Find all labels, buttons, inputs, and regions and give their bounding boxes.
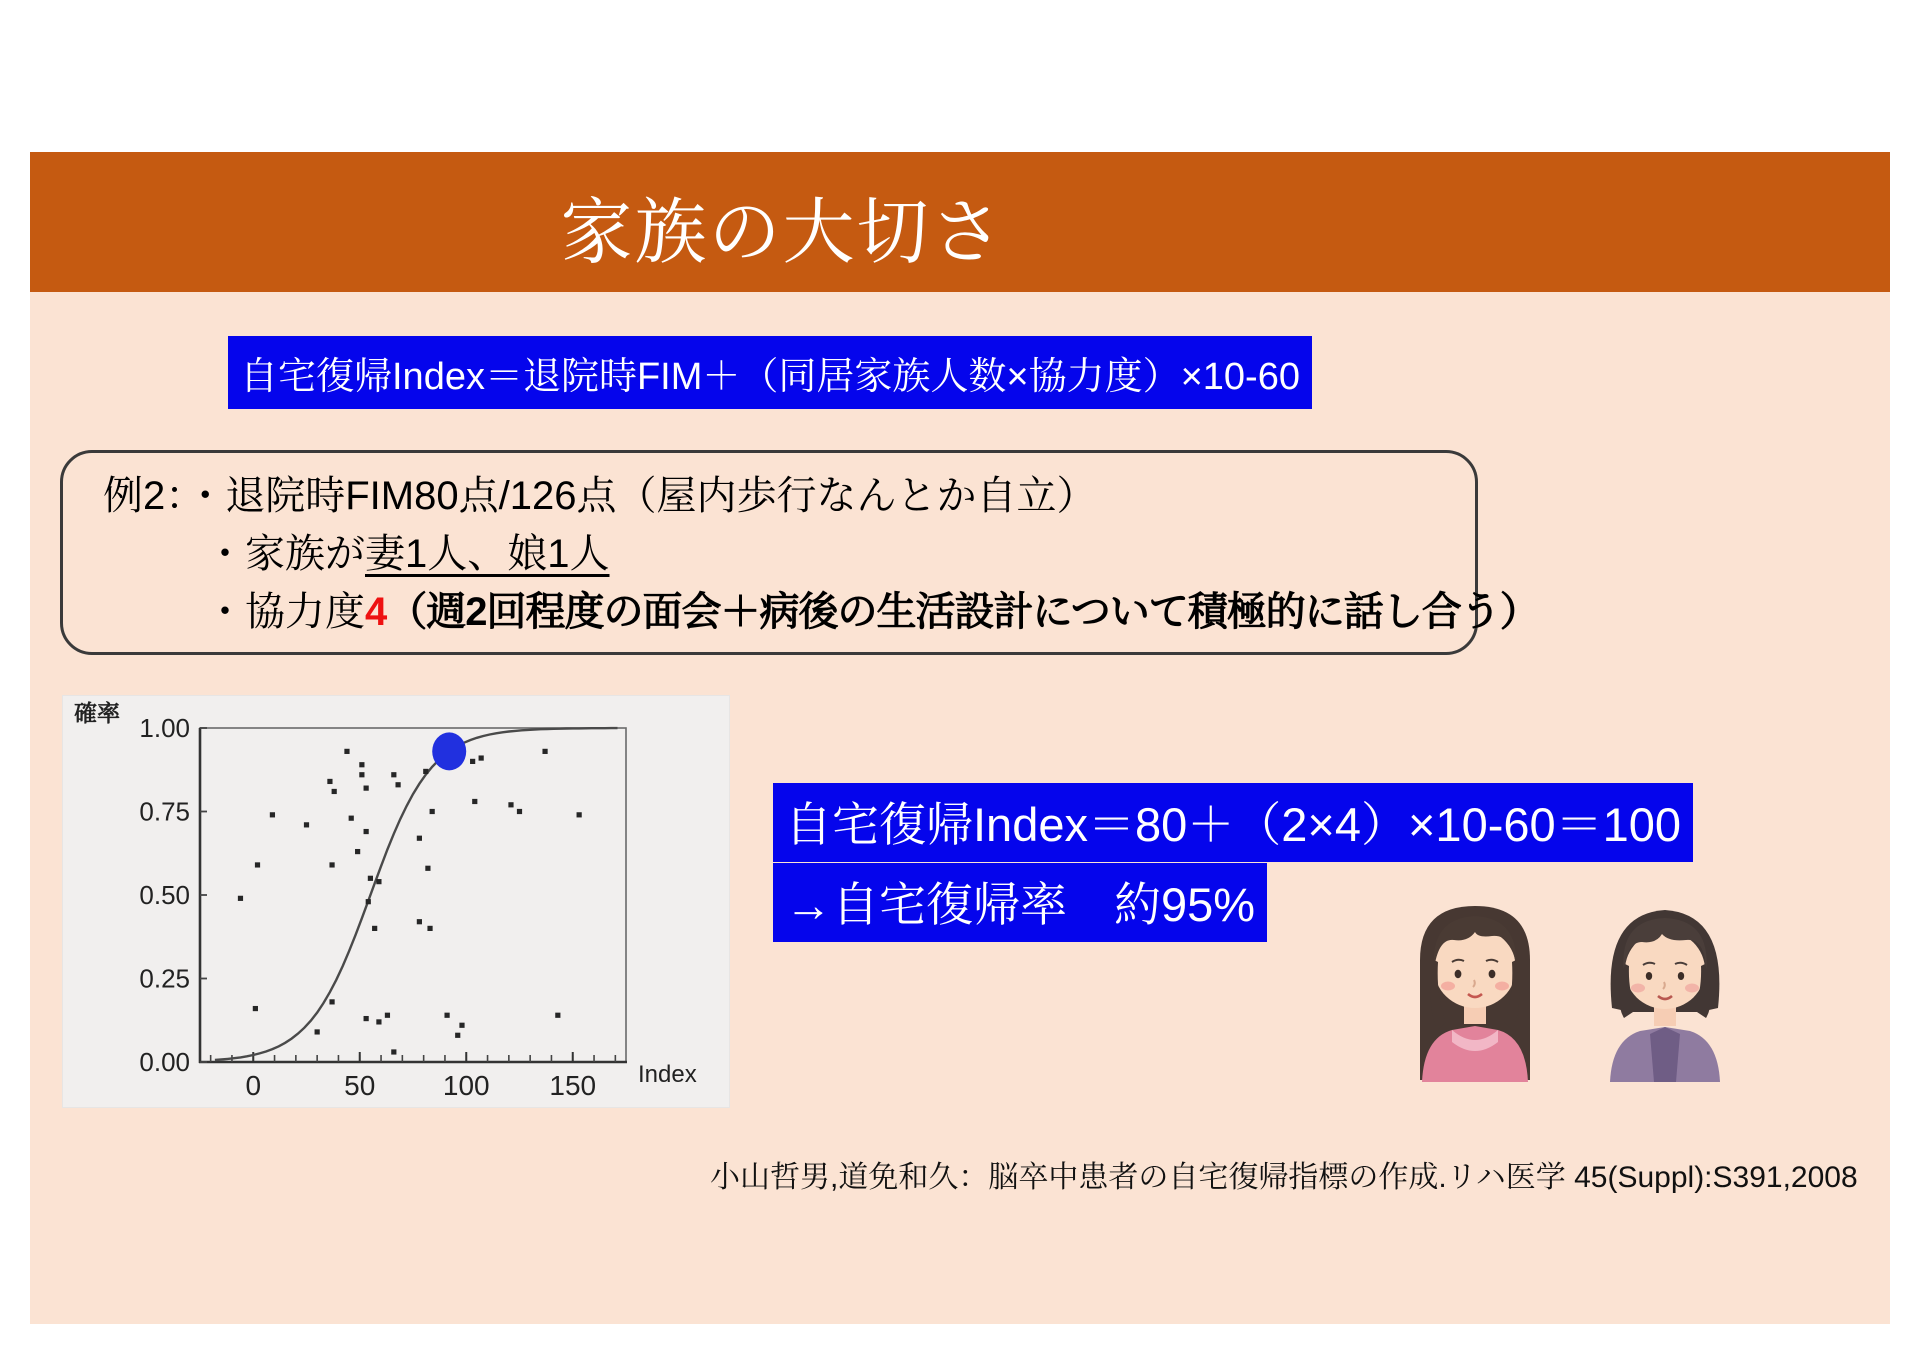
scatter-point (376, 1019, 381, 1024)
scatter-point (425, 866, 430, 871)
scatter-point (364, 786, 369, 791)
scatter-point (470, 759, 475, 764)
scatter-point (270, 812, 275, 817)
woman1-right-cheek (1495, 982, 1509, 991)
plot-frame (200, 728, 626, 1062)
scatter-point (368, 876, 373, 881)
woman1-right-eye (1489, 970, 1496, 978)
scatter-point (508, 802, 513, 807)
scatter-point (372, 926, 377, 931)
scatter-point (391, 772, 396, 777)
family-illustrations (1382, 890, 1782, 1082)
example-line1-text: ・退院時FIM80点/126点（屋内歩行なんとか自立） (185, 474, 1097, 518)
slide-title: 家族の大切さ (560, 193, 1005, 273)
example-box (60, 450, 1539, 655)
scatter-point (459, 1023, 464, 1028)
example-line3-value: 4 (365, 590, 388, 634)
woman2-left-cheek (1631, 984, 1645, 993)
scatter-point (555, 1013, 560, 1018)
scatter-point (376, 879, 381, 884)
young-woman-illustration (1382, 890, 1568, 1082)
example-label: 例2： (103, 474, 186, 518)
example-line3-bold: （週2回程度の面会＋病後の生活設計について積極的に話し合う） (387, 590, 1539, 634)
y-tick-label: 0.00 (139, 1047, 190, 1077)
example-line2-underlined: 妻1人、娘1人 (365, 532, 610, 576)
scatter-point (542, 749, 547, 754)
x-tick-label: 150 (549, 1070, 597, 1101)
woman1-left-cheek (1441, 982, 1455, 991)
y-tick-label: 0.25 (139, 963, 190, 994)
scatter-point (479, 755, 484, 760)
slide-background (30, 152, 1890, 1324)
woman2-left-eye (1646, 972, 1652, 980)
scatter-point (255, 862, 260, 867)
example-line-1 (103, 467, 1461, 525)
scatter-point (304, 822, 309, 827)
scatter-point (315, 1029, 320, 1034)
woman1-left-eye (1455, 970, 1462, 978)
x-tick-label: 50 (344, 1070, 376, 1101)
result-formula-line1: 自宅復帰Index＝80＋（2×4）×10-60＝100 (773, 783, 1693, 862)
scatter-point (430, 809, 435, 814)
main-formula-highlight: 自宅復帰Index＝退院時FIM＋（同居家族人数×協力度）×10-60 (228, 336, 1312, 409)
y-tick-label: 0.50 (139, 880, 190, 910)
scatter-point (364, 1016, 369, 1021)
x-tick-label: 0 (245, 1070, 262, 1101)
scatter-point (577, 812, 582, 817)
y-tick-label: 1.00 (139, 713, 190, 743)
scatter-point (359, 762, 364, 767)
scatter-point (329, 862, 334, 867)
scatter-point (349, 816, 354, 821)
scatter-point (417, 919, 422, 924)
x-axis-title: Index (638, 1061, 697, 1088)
scatter-point (391, 1049, 396, 1054)
scatter-point (417, 836, 422, 841)
woman2-right-eye (1678, 972, 1684, 980)
x-tick-label: 100 (442, 1070, 490, 1101)
woman2-inner-top (1650, 1027, 1680, 1082)
scatter-point (364, 829, 369, 834)
chart-svg (62, 695, 730, 1108)
result-formula-line2: →自宅復帰率 約95% (773, 863, 1267, 942)
example-line3-prefix: ・協力度 (205, 590, 365, 634)
scatter-point (395, 782, 400, 787)
scatter-point (253, 1006, 258, 1011)
scatter-point (423, 769, 428, 774)
scatter-point (332, 789, 337, 794)
probability-vs-index-chart (62, 695, 730, 1108)
example-line2-prefix: ・家族が (205, 532, 365, 576)
scatter-point (427, 926, 432, 931)
older-woman-illustration (1572, 890, 1758, 1082)
y-tick-label: 0.75 (139, 796, 190, 827)
highlighted-point (432, 732, 466, 770)
scatter-point (455, 1033, 460, 1038)
citation-text: 小山哲男,道免和久：脳卒中患者の自宅復帰指標の作成.リハ医学 45(Suppl):S391,2008 (710, 1161, 1858, 1194)
scatter-point (327, 779, 332, 784)
scatter-point (366, 899, 371, 904)
scatter-point (517, 809, 522, 814)
example-line-3 (205, 583, 1539, 641)
title-bar (30, 152, 1890, 292)
scatter-point (238, 896, 243, 901)
example-line-2 (205, 525, 1461, 583)
scatter-point (355, 849, 360, 854)
scatter-point (472, 799, 477, 804)
scatter-point (344, 749, 349, 754)
logistic-curve (215, 728, 618, 1060)
woman2-right-cheek (1685, 984, 1699, 993)
y-axis-title: 確率 (74, 700, 120, 726)
scatter-point (444, 1013, 449, 1018)
scatter-point (359, 772, 364, 777)
scatter-point (385, 1013, 390, 1018)
scatter-point (329, 999, 334, 1004)
